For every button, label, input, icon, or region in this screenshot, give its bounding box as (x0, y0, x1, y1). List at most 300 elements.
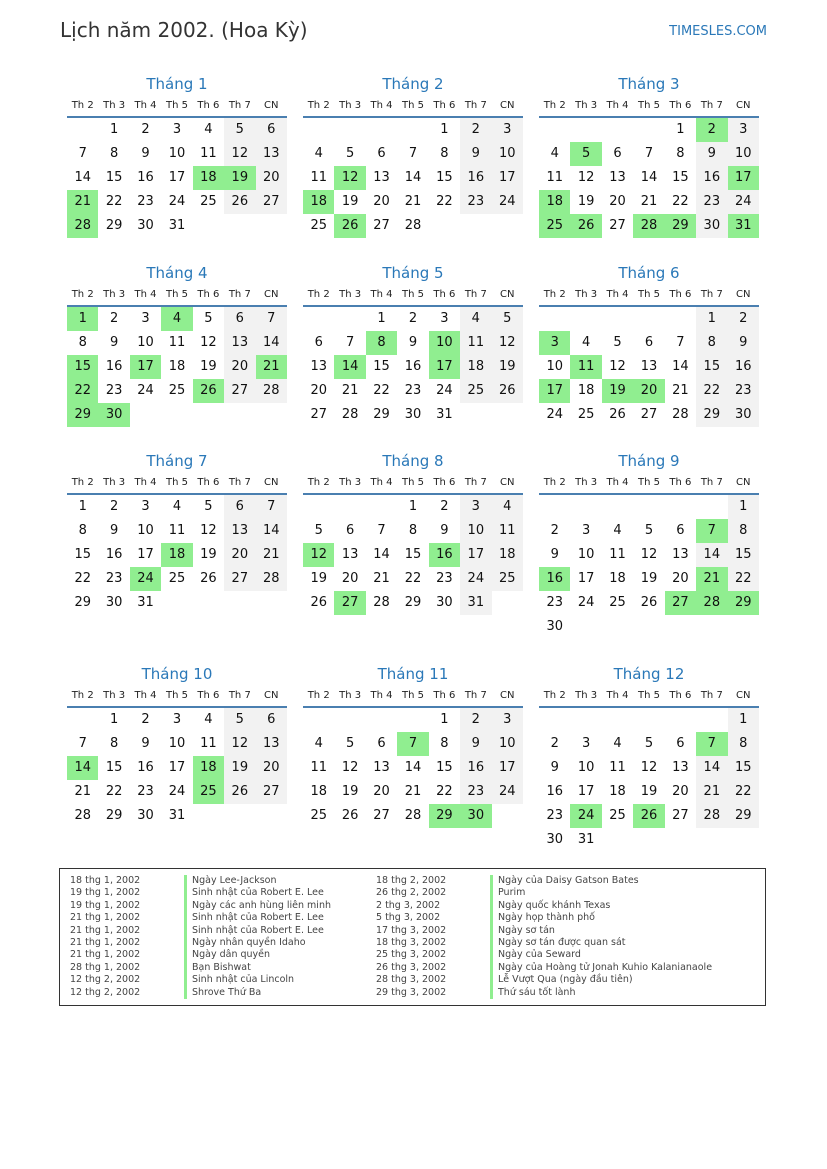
day-cell: 15 (67, 355, 98, 379)
day-cell: 11 (609, 547, 626, 562)
weekday-header (303, 686, 523, 708)
week-row (539, 379, 759, 403)
day-cell: 24 (728, 190, 759, 214)
day-cell: 12 (224, 142, 255, 166)
empty-cell (492, 591, 523, 615)
month-block (303, 662, 523, 828)
day-cell: 23 (404, 383, 422, 398)
week-row (303, 355, 523, 379)
week-row (539, 166, 759, 190)
day-cell: 26 (492, 379, 523, 403)
week-row (67, 118, 287, 142)
day-cell: 10 (492, 732, 523, 756)
empty-cell (67, 118, 98, 142)
week-row (539, 543, 759, 567)
weekday-label: Th 6 (433, 690, 456, 701)
day-cell: 31 (436, 407, 453, 422)
day-cell: 25 (193, 780, 224, 804)
day-cell: 13 (256, 142, 287, 166)
day-cell: 25 (539, 214, 570, 238)
day-cell: 21 (373, 571, 390, 586)
day-cell: 18 (303, 190, 334, 214)
day-cell: 29 (105, 808, 123, 823)
empty-cell (602, 495, 633, 519)
day-cell: 27 (609, 218, 626, 233)
day-cell: 19 (224, 166, 255, 190)
legend-date: 17 thg 3, 2002 (376, 924, 447, 936)
day-cell: 13 (256, 732, 287, 756)
empty-cell (366, 708, 397, 732)
empty-cell (539, 495, 570, 519)
day-cell: 15 (105, 170, 123, 185)
day-cell: 5 (613, 335, 622, 350)
day-cell: 3 (172, 122, 182, 137)
weekday-label: Th 4 (370, 477, 393, 488)
day-cell: 21 (74, 784, 91, 799)
empty-cell (366, 118, 397, 142)
day-cell: 14 (672, 359, 689, 374)
weekday-label: Th 5 (165, 477, 188, 488)
weekday-label: Th 4 (370, 690, 393, 701)
legend-holiday-name: Sinh nhật của Robert E. Lee (192, 924, 324, 936)
day-cell: 7 (78, 146, 87, 161)
week-row (303, 756, 523, 780)
month-title: Tháng 8 (382, 452, 444, 470)
day-cell: 27 (672, 808, 689, 823)
empty-cell (303, 708, 334, 732)
day-cell: 26 (341, 808, 359, 823)
day-cell: 2 (696, 118, 727, 142)
legend-date: 12 thg 2, 2002 (70, 986, 141, 998)
day-cell: 27 (373, 808, 390, 823)
weekday-label: Th 7 (700, 477, 723, 488)
day-cell: 2 (109, 499, 119, 514)
day-cell: 24 (570, 804, 601, 828)
week-row (539, 214, 759, 238)
day-cell: 15 (696, 355, 727, 379)
legend-date: 28 thg 3, 2002 (376, 974, 447, 986)
legend-holiday-name: Purim (498, 887, 526, 899)
weekday-label: Th 5 (401, 100, 424, 111)
day-cell: 2 (440, 499, 449, 514)
weekday-label: Th 2 (307, 477, 330, 488)
day-cell: 14 (373, 547, 390, 562)
day-cell: 14 (256, 519, 287, 543)
weekday-label: Th 7 (228, 289, 251, 300)
legend-date: 12 thg 2, 2002 (70, 974, 141, 986)
day-cell: 3 (581, 523, 591, 538)
day-cell: 8 (728, 732, 759, 756)
day-cell: 8 (440, 146, 449, 161)
day-cell: 2 (550, 523, 559, 538)
weekday-label: Th 6 (433, 289, 456, 300)
day-cell: 14 (696, 756, 727, 780)
day-cell: 26 (224, 190, 255, 214)
weekday-label: Th 5 (401, 690, 424, 701)
legend-holiday-name: Ngày Lee-Jackson (192, 875, 277, 886)
day-cell: 1 (109, 122, 119, 137)
day-cell: 6 (345, 523, 355, 538)
day-cell: 1 (696, 307, 727, 331)
day-cell: 23 (436, 571, 453, 586)
week-row (303, 190, 523, 214)
day-cell: 9 (408, 335, 418, 350)
weekday-label: CN (500, 477, 515, 488)
empty-cell (665, 708, 696, 732)
day-cell: 28 (373, 595, 390, 610)
weekday-label: Th 3 (339, 100, 362, 111)
day-cell: 17 (168, 760, 186, 775)
legend-date: 18 thg 1, 2002 (70, 875, 141, 886)
legend-date: 28 thg 1, 2002 (70, 961, 141, 973)
day-cell: 21 (696, 567, 727, 591)
day-cell: 12 (640, 760, 658, 775)
empty-cell (224, 214, 255, 238)
day-cell: 20 (310, 383, 327, 398)
day-cell: 1 (377, 311, 386, 326)
day-cell: 29 (696, 403, 727, 427)
weekday-label: CN (264, 289, 279, 300)
day-cell: 27 (640, 407, 658, 422)
weekday-label: Th 2 (543, 289, 566, 300)
empty-cell (696, 708, 727, 732)
week-row (303, 379, 523, 403)
empty-cell (570, 118, 601, 142)
legend-date: 19 thg 1, 2002 (70, 899, 141, 911)
day-cell: 23 (546, 595, 563, 610)
empty-cell (539, 118, 570, 142)
day-cell: 31 (577, 832, 595, 847)
day-cell: 14 (334, 355, 365, 379)
empty-cell (665, 828, 696, 852)
day-cell: 13 (310, 359, 327, 374)
day-cell: 23 (137, 784, 154, 799)
day-cell: 23 (137, 194, 154, 209)
legend-holiday-name: Shrove Thứ Ba (192, 986, 262, 998)
week-row (539, 519, 759, 543)
month-block (303, 72, 523, 238)
weekday-label: CN (264, 690, 279, 701)
weekday-label: Th 3 (575, 690, 598, 701)
day-cell: 24 (492, 190, 523, 214)
month-block (303, 449, 523, 615)
empty-cell (539, 307, 570, 331)
day-cell: 12 (200, 335, 217, 350)
day-cell: 1 (728, 708, 759, 732)
empty-cell (570, 307, 601, 331)
empty-cell (539, 708, 570, 732)
day-cell: 1 (109, 712, 119, 727)
empty-cell (633, 307, 664, 331)
weekday-label: Th 3 (103, 100, 126, 111)
legend-date: 26 thg 2, 2002 (376, 887, 447, 899)
day-cell: 12 (334, 166, 365, 190)
empty-cell (334, 118, 365, 142)
day-cell: 10 (577, 760, 595, 775)
day-cell: 2 (408, 311, 418, 326)
day-cell: 25 (168, 383, 186, 398)
empty-cell (728, 615, 759, 639)
day-cell: 18 (539, 190, 570, 214)
day-cell: 21 (256, 543, 287, 567)
day-cell: 6 (314, 335, 323, 350)
day-cell: 5 (345, 146, 355, 161)
day-cell: 30 (546, 832, 563, 847)
day-cell: 26 (334, 214, 365, 238)
day-cell: 13 (672, 547, 689, 562)
empty-cell (602, 615, 633, 639)
month-title: Tháng 2 (382, 75, 444, 93)
day-cell: 2 (460, 118, 491, 142)
day-cell: 7 (377, 523, 386, 538)
day-cell: 4 (161, 307, 192, 331)
legend-holiday-name: Ngày nhân quyền Idaho (192, 936, 306, 948)
day-cell: 14 (404, 760, 422, 775)
legend-holiday-name: Ngày họp thành phố (498, 912, 595, 924)
legend-names-left (184, 875, 331, 999)
weekday-label: Th 5 (165, 289, 188, 300)
empty-cell (256, 403, 287, 427)
week-row (539, 355, 759, 379)
day-cell: 27 (256, 780, 287, 804)
empty-cell (696, 495, 727, 519)
weekday-label: Th 5 (637, 690, 660, 701)
legend-date: 21 thg 1, 2002 (70, 936, 141, 948)
day-cell: 26 (310, 595, 327, 610)
day-cell: 5 (570, 142, 601, 166)
site-link[interactable]: TIMESLES.COM (669, 24, 767, 39)
weekday-label: Th 5 (401, 289, 424, 300)
day-cell: 6 (613, 146, 622, 161)
day-cell: 1 (67, 307, 98, 331)
day-cell: 3 (440, 311, 449, 326)
legend-date: 18 thg 3, 2002 (376, 936, 447, 948)
day-cell: 21 (696, 780, 727, 804)
day-cell: 13 (640, 359, 658, 374)
empty-cell (602, 307, 633, 331)
day-cell: 9 (109, 335, 119, 350)
day-cell: 24 (492, 780, 523, 804)
day-cell: 10 (577, 547, 595, 562)
day-cell: 6 (256, 118, 287, 142)
week-row (67, 591, 287, 615)
day-cell: 18 (609, 784, 626, 799)
day-cell: 3 (492, 708, 523, 732)
day-cell: 5 (314, 523, 323, 538)
week-row (67, 804, 287, 828)
day-cell: 13 (672, 760, 689, 775)
legend-date: 21 thg 1, 2002 (70, 912, 141, 924)
day-cell: 5 (224, 118, 255, 142)
month-block (67, 261, 287, 427)
day-cell: 7 (78, 736, 87, 751)
day-cell: 20 (373, 784, 390, 799)
day-cell: 10 (168, 146, 186, 161)
day-cell: 3 (460, 495, 491, 519)
day-cell: 15 (728, 756, 759, 780)
day-cell: 24 (436, 383, 453, 398)
week-row (67, 732, 287, 756)
month-title: Tháng 3 (618, 75, 680, 93)
day-cell: 9 (550, 547, 559, 562)
weekday-label: Th 3 (103, 690, 126, 701)
day-cell: 7 (696, 519, 727, 543)
day-cell: 1 (728, 495, 759, 519)
day-cell: 11 (492, 519, 523, 543)
day-cell: 10 (429, 331, 460, 355)
week-row (67, 403, 287, 427)
day-cell: 19 (640, 571, 658, 586)
day-cell: 17 (130, 355, 161, 379)
day-cell: 28 (672, 407, 689, 422)
month-title: Tháng 1 (146, 75, 208, 93)
weekday-label: Th 4 (134, 289, 157, 300)
legend-date: 2 thg 3, 2002 (376, 899, 441, 911)
day-cell: 7 (345, 335, 355, 350)
day-cell: 16 (460, 756, 491, 780)
day-cell: 18 (168, 359, 186, 374)
day-cell: 21 (404, 784, 422, 799)
day-cell: 1 (78, 499, 87, 514)
legend-date: 18 thg 2, 2002 (376, 875, 447, 886)
empty-cell (256, 591, 287, 615)
week-row (67, 780, 287, 804)
day-cell: 12 (200, 523, 217, 538)
day-cell: 15 (672, 170, 689, 185)
day-cell: 25 (310, 218, 327, 233)
week-row (539, 142, 759, 166)
day-cell: 14 (256, 331, 287, 355)
day-cell: 16 (546, 784, 563, 799)
week-row (303, 780, 523, 804)
day-cell: 29 (665, 214, 696, 238)
week-row (539, 780, 759, 804)
empty-cell (366, 495, 397, 519)
day-cell: 26 (200, 571, 217, 586)
week-row (539, 756, 759, 780)
weekday-label: Th 6 (669, 690, 692, 701)
day-cell: 5 (492, 307, 523, 331)
week-row (303, 567, 523, 591)
empty-cell (602, 828, 633, 852)
day-cell: 23 (728, 379, 759, 403)
day-cell: 17 (137, 547, 154, 562)
day-cell: 4 (204, 122, 213, 137)
day-cell: 19 (577, 194, 595, 209)
day-cell: 23 (460, 190, 491, 214)
day-cell: 25 (492, 567, 523, 591)
weekday-label: Th 2 (307, 100, 330, 111)
month-block (303, 261, 523, 427)
week-row (303, 166, 523, 190)
day-cell: 25 (609, 595, 626, 610)
day-cell: 10 (137, 335, 154, 350)
empty-cell (429, 214, 460, 238)
day-cell: 10 (728, 142, 759, 166)
day-cell: 26 (193, 379, 224, 403)
day-cell: 24 (168, 784, 186, 799)
day-cell: 8 (366, 331, 397, 355)
weekday-label: Th 6 (433, 477, 456, 488)
day-cell: 4 (550, 146, 559, 161)
day-cell: 11 (310, 760, 327, 775)
empty-cell (161, 591, 192, 615)
weekday-label: CN (500, 690, 515, 701)
day-cell: 13 (224, 519, 255, 543)
day-cell: 20 (224, 355, 255, 379)
day-cell: 1 (440, 712, 449, 727)
weekday-label: Th 2 (71, 690, 94, 701)
day-cell: 13 (373, 760, 390, 775)
day-cell: 25 (310, 808, 327, 823)
empty-cell (460, 403, 491, 427)
day-cell: 24 (460, 567, 491, 591)
day-cell: 16 (137, 170, 154, 185)
day-cell: 4 (460, 307, 491, 331)
day-cell: 25 (577, 407, 595, 422)
weekday-label: Th 4 (134, 690, 157, 701)
day-cell: 30 (436, 595, 453, 610)
empty-cell (193, 403, 224, 427)
empty-cell (303, 495, 334, 519)
day-cell: 5 (204, 499, 213, 514)
day-cell: 9 (550, 760, 559, 775)
day-cell: 29 (429, 804, 460, 828)
day-cell: 15 (436, 170, 453, 185)
weekday-label: Th 5 (637, 289, 660, 300)
day-cell: 20 (373, 194, 390, 209)
day-cell: 8 (408, 523, 418, 538)
day-cell: 22 (436, 194, 453, 209)
day-cell: 16 (539, 567, 570, 591)
weekday-label: CN (500, 289, 515, 300)
day-cell: 21 (67, 190, 98, 214)
day-cell: 3 (141, 499, 150, 514)
week-row (67, 495, 287, 519)
empty-cell (570, 708, 601, 732)
day-cell: 10 (546, 359, 563, 374)
legend-holiday-name: Bạn Bishwat (192, 961, 251, 973)
day-cell: 8 (696, 331, 727, 355)
weekday-label: Th 3 (339, 477, 362, 488)
legend-holiday-name: Ngày các anh hùng liên minh (192, 899, 331, 911)
weekday-label: Th 2 (307, 690, 330, 701)
weekday-label: Th 6 (197, 100, 220, 111)
weekday-label: Th 5 (637, 100, 660, 111)
week-row (67, 379, 287, 403)
day-cell: 2 (141, 712, 150, 727)
day-cell: 22 (67, 379, 98, 403)
week-row (67, 331, 287, 355)
week-row (303, 118, 523, 142)
day-cell: 13 (609, 170, 626, 185)
day-cell: 29 (728, 804, 759, 828)
week-row (303, 543, 523, 567)
day-cell: 26 (633, 804, 664, 828)
week-row (67, 214, 287, 238)
weekday-label: Th 7 (700, 289, 723, 300)
empty-cell (161, 403, 192, 427)
day-cell: 19 (200, 359, 217, 374)
day-cell: 3 (581, 736, 591, 751)
empty-cell (397, 118, 428, 142)
day-cell: 3 (539, 331, 570, 355)
day-cell: 2 (728, 307, 759, 331)
day-cell: 22 (74, 571, 91, 586)
day-cell: 30 (137, 218, 154, 233)
week-row (303, 495, 523, 519)
day-cell: 16 (404, 359, 422, 374)
